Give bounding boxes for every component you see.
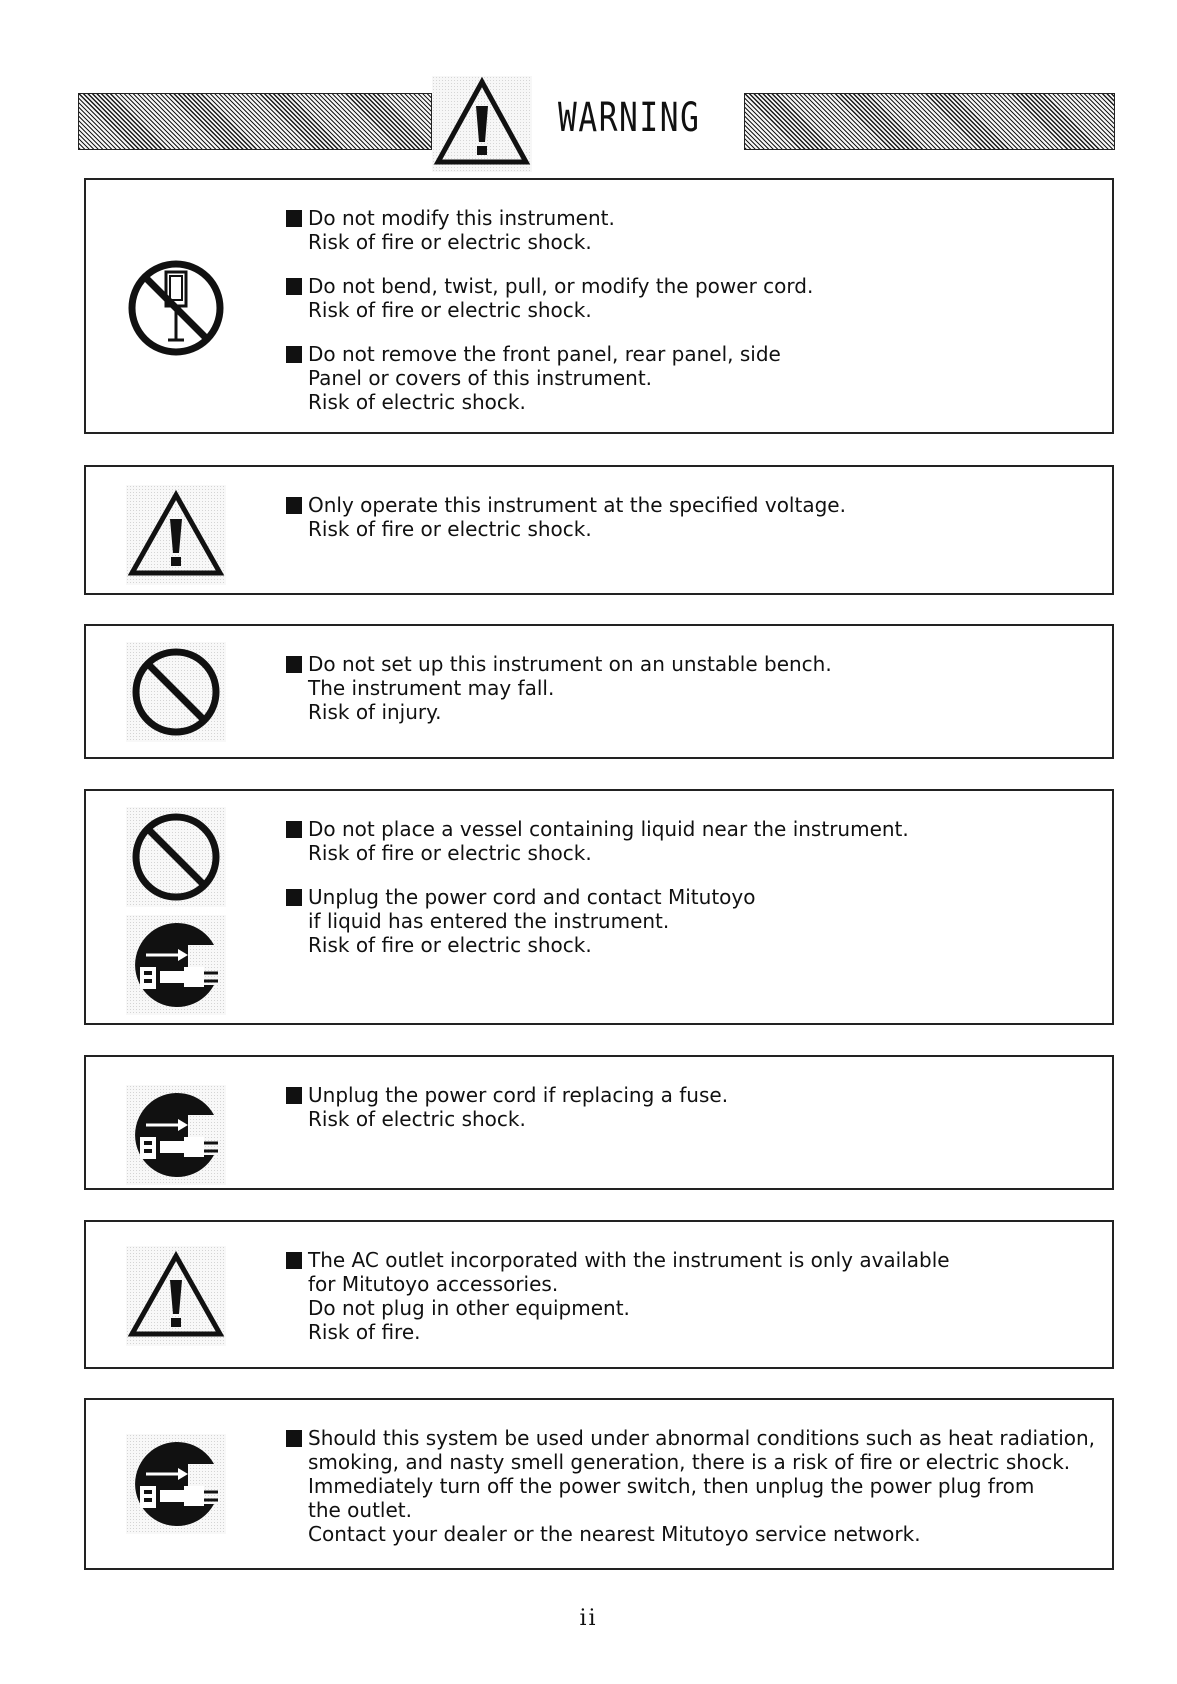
page-number: ii [579,1606,598,1631]
prohibition-icon [126,807,226,907]
warning-triangle-icon [432,76,532,172]
header-hatch-left [78,93,432,150]
warning-item: Do not set up this instrument on an unstable bench. The instrument may fall. Risk of injury. [286,652,1092,724]
unplug-icon [126,1434,226,1534]
warning-box-fuse [84,1055,1114,1190]
warning-box-voltage [84,465,1114,595]
warning-item: Unplug the power cord if replacing a fuse. Risk of electric shock. [286,1083,1092,1131]
bullet-square-icon [286,821,302,838]
bullet-square-icon [286,497,302,514]
warning-item: Do not remove the front panel, rear panel, side Panel or covers of this instrument. Risk of electric shock. [286,342,1092,414]
bullet-square-icon [286,210,302,227]
bullet-square-icon [286,889,302,906]
warning-box-modify [84,178,1114,434]
header-warning-icon-wrap [432,76,532,172]
warning-box-unstable [84,624,1114,759]
bullet-square-icon [286,656,302,673]
page-title: WARNING [558,95,701,141]
warning-box-liquid [84,789,1114,1025]
bullet-square-icon [286,346,302,363]
bullet-square-icon [286,278,302,295]
warning-box-abnormal [84,1398,1114,1570]
warning-item: Unplug the power cord and contact Mitutoyo if liquid has entered the instrument. Risk of fire or electric shock. [286,885,1092,957]
warning-triangle-icon [126,1246,226,1346]
warning-item: Should this system be used under abnormal conditions such as heat radiation, smoking, and nasty smell generation, there is a risk of fire or electric shock. Immediately turn off the power switch, then unplug the power plug from the outlet. Contact your dealer or the nearest Mitutoyo service network. [286,1426,1092,1546]
warning-box-ac-outlet [84,1220,1114,1369]
warning-item: The AC outlet incorporated with the instrument is only available for Mitutoyo accessories. Do not plug in other equipment. Risk of fire. [286,1248,1092,1344]
bullet-square-icon [286,1252,302,1269]
warning-triangle-icon [126,485,226,585]
warning-item: Do not bend, twist, pull, or modify the power cord. Risk of fire or electric shock. [286,274,1092,322]
prohibition-icon [126,642,226,742]
bullet-square-icon [286,1430,302,1447]
no-disassembly-icon [126,258,226,358]
warning-item: Do not place a vessel containing liquid near the instrument. Risk of fire or electric shock. [286,817,1092,865]
header-hatch-right [744,93,1115,150]
unplug-icon [126,1085,226,1185]
bullet-square-icon [286,1087,302,1104]
warning-item: Do not modify this instrument. Risk of fire or electric shock. [286,206,1092,254]
warning-item: Only operate this instrument at the specified voltage. Risk of fire or electric shock. [286,493,1092,541]
unplug-icon [126,915,226,1015]
